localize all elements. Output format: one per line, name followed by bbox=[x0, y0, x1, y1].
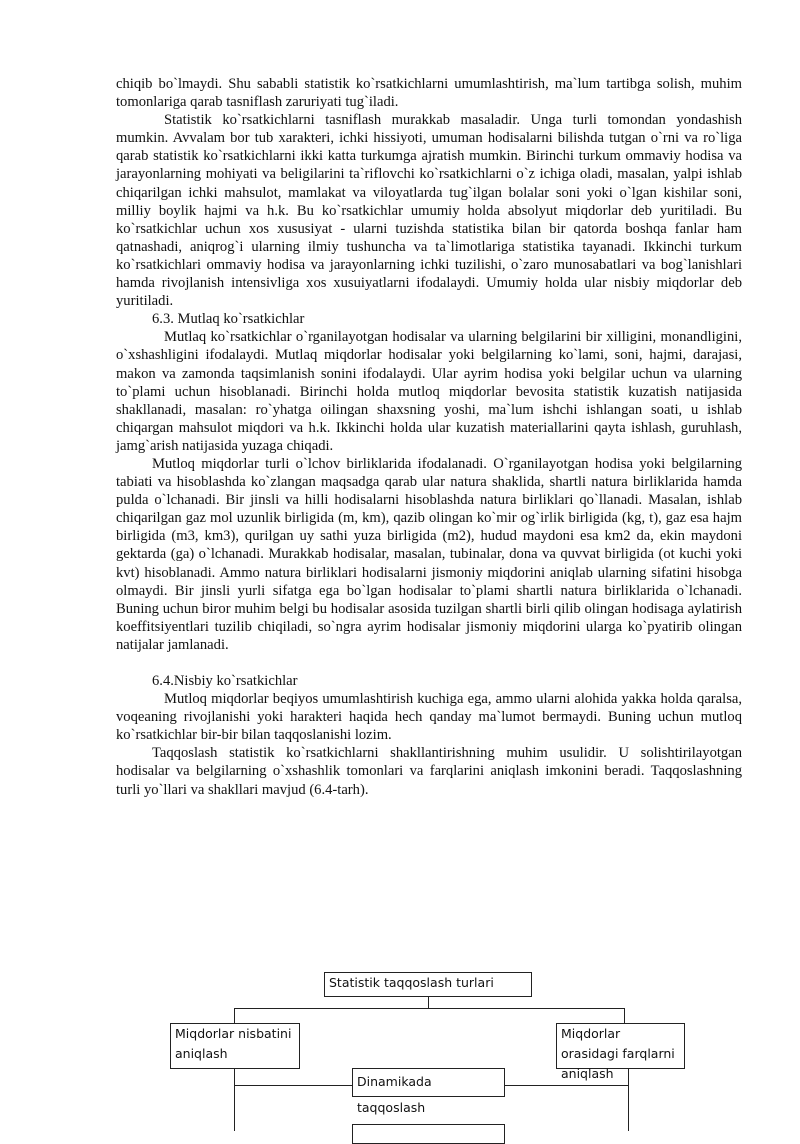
connector-line bbox=[234, 1069, 235, 1131]
section-heading: 6.4.Nisbiy ko`rsatkichlar bbox=[152, 673, 298, 689]
paragraph: chiqib bo`lmaydi. Shu sababli statistik ko`rsatkichlarni umumlashtirish, ma`lum tartibga solish, muhim tomonlariga qarab tasniflash zaruriyati tug`iladi. bbox=[116, 76, 742, 111]
connector-line bbox=[428, 996, 429, 1008]
paragraph: Mutlaq ko`rsatkichlar o`rganilayotgan hodisalar va ularning belgilarini bir xilligini, monandligini, o`xshashligini ifodalaydi. Mutlaq miqdorlar hodisalar yoki belgilarning ko`lami, soni, hajmi, darajasi, makon va zamonda taqsimlanish sonini ifodalaydi. Ular ayrim hodisa yoki belgilar uchun va ularning to`plami uchun hisoblanadi. Birinchi holda mutloq miqdorlar bevosita statistik kuzatish natijasida shakllanadi, masalan: ro`yhatga oilingan shaxsning yoshi, ma`lum ishchi ishlangan soati, u ishlab chiqargan mahsulot miqdori va h.k. Ikkinchi holda ular kuzatish materiallarini qayta ishlash, guruhlash, jamg`arish natijasida yuzaga chiqadi. bbox=[116, 329, 742, 454]
top-box bbox=[324, 972, 532, 997]
bottom-box-partial bbox=[352, 1124, 505, 1144]
paragraph: Taqqoslash statistik ko`rsatkichlarni shakllantirishning muhim usulidir. U solishtirilayotgan hodisalar va belgilarning o`xshashlik tomonlari va farqlarini aniqlash imkonini beradi. Taqqoslashning turli yo`llari va shakllari mavjud (6.4-tarh). bbox=[116, 745, 742, 798]
box-label: Statistik taqqoslash turlari bbox=[329, 975, 494, 990]
connector-line bbox=[234, 1008, 625, 1009]
paragraph: Mutloq miqdorlar beqiyos umumlashtirish kuchiga ega, ammo ularni alohida yakka holda qaralsa, voqeaning rivojlanishi yoki harakteri haqida hech qanday ma`lumot bermaydi. Buning uchun mutloq ko`rsatkichlar bir-bir bilan taqqoslanishi lozim. bbox=[116, 691, 742, 744]
section-heading: 6.3. Mutlaq ko`rsatkichlar bbox=[152, 311, 305, 328]
connector-line bbox=[504, 1085, 629, 1086]
box-label: Miqdorlar nisbatini aniqlash bbox=[175, 1026, 292, 1061]
box-label: Miqdorlar orasidagi farqlarni aniqlash bbox=[561, 1026, 675, 1081]
paragraph: Mutloq miqdorlar turli o`lchov birliklarida ifodalanadi. O`rganilayotgan hodisa yoki belgilarning tabiati va hisoblashda ko`zlangan maqsadga qarab ular natura shaklida, shartli natura birliklarida hamda pulda o`lchanadi. Bir jinsli va hilli hodisalarni hisoblashda natura birliklari qo`llanadi. Masalan, ishlab chiqarilgan gaz mol uzunlik birligida (m, km), qazib olingan ko`mir og`irlik birligida (kg, t), gaz esa hajm birligida (m3, km3), qurilgan uy sathi yuza birligida (m2), hudud maydoni esa km2 da, ekin maydoni gektarda (ga) o`lchanadi. Murakkab hodisalar, masalan, tubinalar, dona va quvvat birligida (ot kuchi yoki kvt) hisoblanadi. Ammo natura birliklari hodisalarni jismoniy miqdorini aniqlab ularning sifatini hisobga olmaydi. Bir jinsli yurli sifatga ega bo`lgan hodisalar to`plami shartli natura birliklarida o`lchanadi. Buning uchun biror muhim belgi bu hodisalar asosida tuzilgan shartli birli qilib olingan hodisaga aylatirish koeffitsiyentlari tuzilib chiqiladi, so`ngra ayrim hodisalar jismoniy miqdorini ularga ko`pyatirib olingan natijalar jamlanadi. bbox=[116, 455, 742, 653]
connector-line bbox=[628, 1069, 629, 1131]
middle-box bbox=[352, 1068, 505, 1115]
connector-line bbox=[234, 1085, 352, 1086]
paragraph: Statistik ko`rsatkichlarni tasniflash murakkab masaladir. Unga turli tomondan yondashish mumkin. Avvalam bor tub xarakteri, ichki hissiyoti, umuman hodisalarni bilishda tutgan o`rni va ro`liga qarab statistik ko`rsatkichlarni ikki katta turkumga ajratish mumkin. Birinchi turkum ommaviy hodisa va jarayonlarning mohiyati va beligilarini ta`riflovchi ko`rsatkichlarni o`z ichiga oladi, masalan, yalpi ishlab chiqarilgan ichki mahsulot, mamlakat va viloyatlarda tug`ilgan bolalar soni yoki o`lgan kishilar soni, milliy boylik hajmi va h.k. Bu ko`rsatkichlar umumiy holda absolyut miqdorlar deb yuritiladi. Bu ko`rsatkichlar uchun xos xususiyat - ularni tuzishda statistika bilan bir qatorda boshqa fanlar ham qatnashadi, aniqrog`i ularning ilmiy tushuncha va ta`limotlariga statistika tayanadi. Ikkinchi turkum ko`rsatkichlari ommaviy hodisa va jarayonlarning ichki tuzilishi, o`zaro munosabatlari va bog`lanishlari hamda rivojlanish intensivliga xos xusuiyatlarni ifodalaydi. Umumiy holda ular nisbiy miqdorlar deb yuritiladi. bbox=[116, 112, 742, 310]
box-label: Dinamikada taqqoslash bbox=[357, 1074, 432, 1115]
right-box bbox=[556, 1023, 685, 1081]
connector-line bbox=[624, 1008, 625, 1024]
connector-line bbox=[234, 1008, 235, 1024]
left-box bbox=[170, 1023, 300, 1069]
